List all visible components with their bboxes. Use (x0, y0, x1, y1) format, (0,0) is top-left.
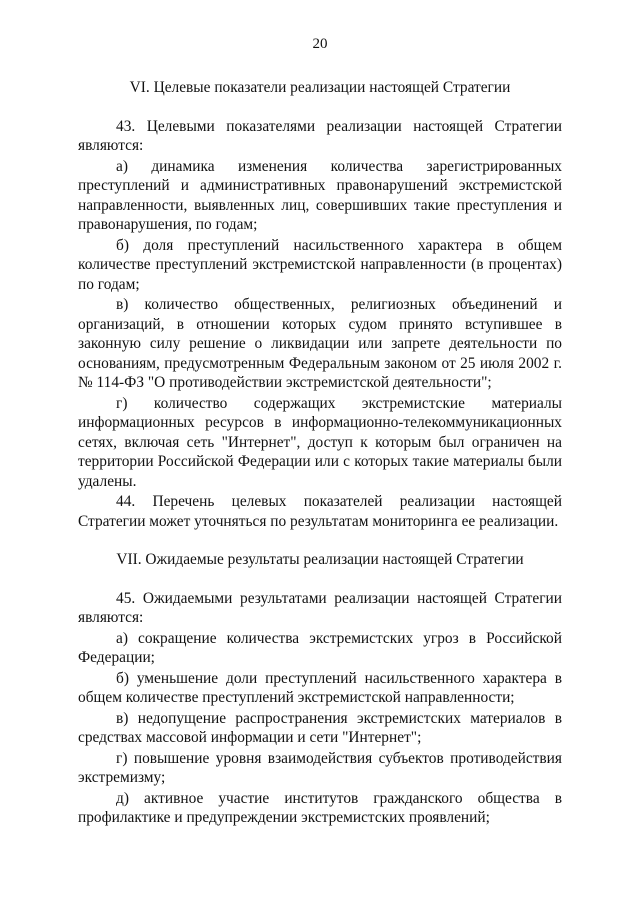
item-44: 44. Перечень целевых показателей реализации настоящей Стратегии может уточняться по результатам мониторинга ее реализации. (78, 493, 562, 530)
item-43: 43. Целевыми показателями реализации настоящей Стратегии являются: (78, 117, 562, 154)
item-45-b: б) уменьшение доли преступлений насильственного характера в общем количестве преступлений экстремистской направленности; (78, 669, 562, 706)
item-45-v: в) недопущение распространения экстремистских материалов в средствах массовой информации и сети "Интернет"; (78, 709, 562, 746)
section-vi-heading: VI. Целевые показатели реализации настоящей Стратегии (129, 79, 511, 96)
item-43-v: в) количество общественных, религиозных объединений и организаций, в отношении которых судом принято вступившее в законную силу решение о ликвидации или запрете деятельности по основаниям, предусмотренным Федеральным законом от 25 июля 2002 г. № 114-ФЗ "О противодействии экстремистской деятельности"; (78, 296, 562, 391)
item-43-b: б) доля преступлений насильственного характера в общем количестве преступлений экстремистской направленности (в процентах) по годам; (78, 236, 562, 293)
document-body (78, 78, 562, 828)
item-45-g: г) повышение уровня взаимодействия субъектов противодействия экстремизму; (78, 749, 562, 786)
item-45: 45. Ожидаемыми результатами реализации настоящей Стратегии являются: (78, 589, 562, 626)
page-number: 20 (312, 36, 328, 52)
section-vi (78, 78, 562, 531)
item-43-a: а) динамика изменения количества зарегистрированных преступлений и административных правонарушений экстремистской направленности, выявленных лиц, совершивших такие преступления и правонарушения, по годам; (78, 157, 562, 233)
item-45-d: д) активное участие институтов гражданского общества в профилактике и предупреждении экстремистских проявлений; (78, 789, 562, 826)
item-43-g: г) количество содержащих экстремистские материалы информационных ресурсов в информационно-телекоммуникационных сетях, включая сеть "Интернет", доступ к которым был ограничен на территории Российской Федерации или с которых такие материалы были удалены. (78, 394, 562, 490)
section-vii (78, 550, 562, 828)
item-45-a: а) сокращение количества экстремистских угроз в Российской Федерации; (78, 629, 562, 666)
section-vii-heading: VII. Ожидаемые результаты реализации настоящей Стратегии (116, 551, 524, 568)
